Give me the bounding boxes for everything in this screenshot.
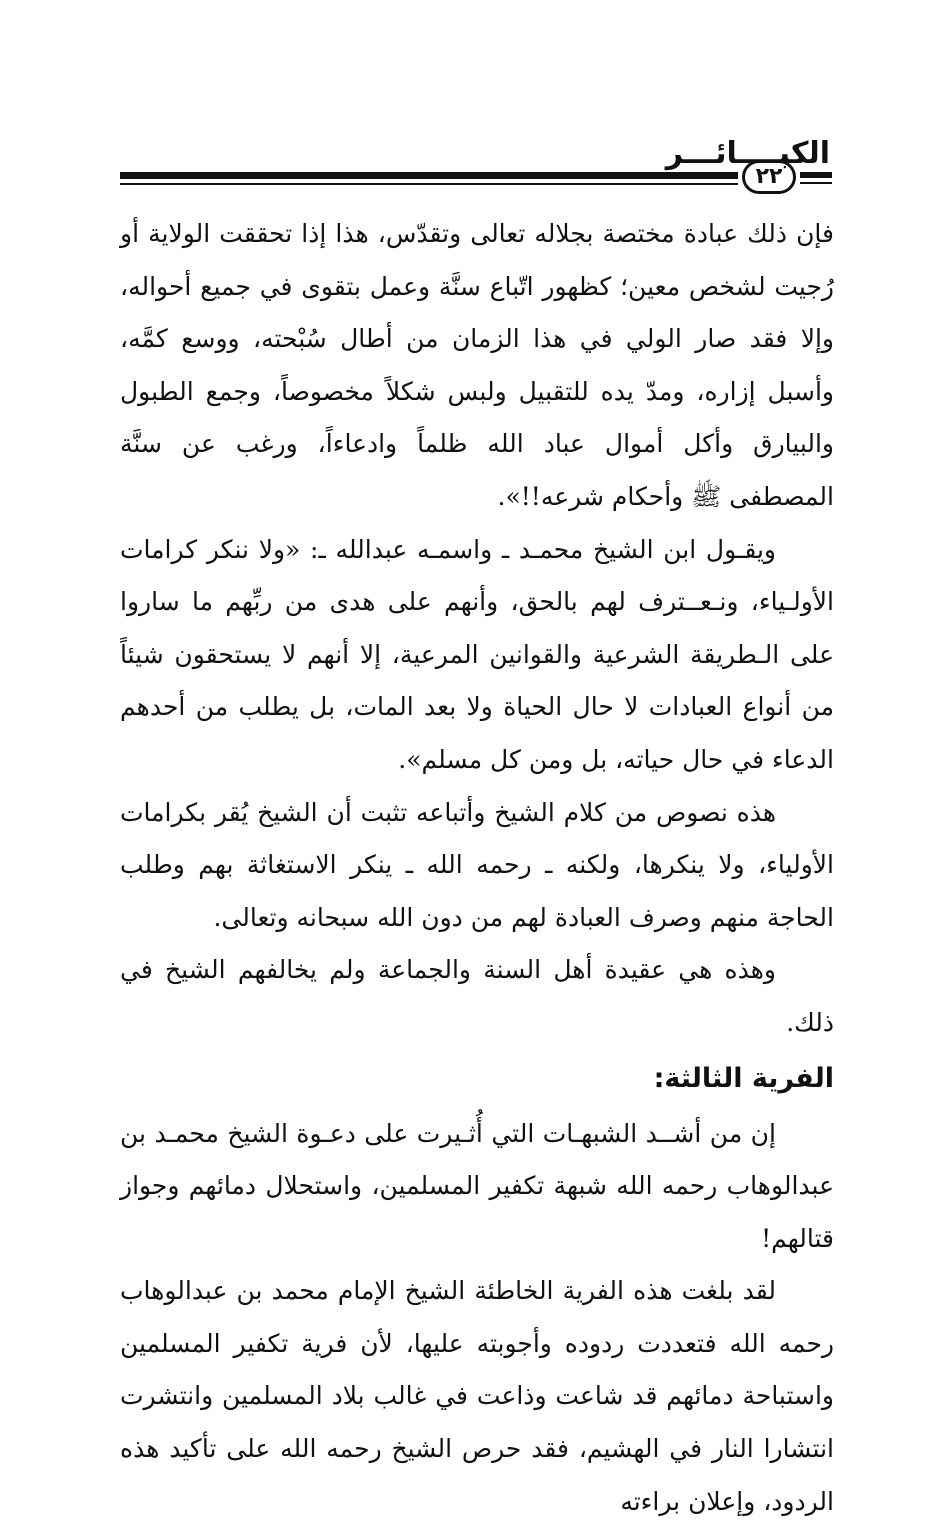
- paragraph-2: ويقـول ابن الشيخ محمـد ـ واسمـه عبدالله ـ: «ولا ننكر كرامات الأولـياء، ونـعــترف لهم بالحق، وأنهم على هدى من ربِّهم ما ساروا على الـطريقة الشرعية والقوانين المرعية، إلا أنهم لا يستحقون شيئاً من أنواع العبادات لا حال الحياة ولا بعد المات، بل يطلب من أحدهم الدعاء في حال حياته، بل ومن كل مسلم».: [120, 534, 834, 774]
- paragraph-3: هذه نصوص من كلام الشيخ وأتباعه تثبت أن الشيخ يُقر بكرامات الأولياء، ولا ينكرها، ولكنه ـ رحمه الله ـ ينكر الاستغاثة بهم وطلب الحاجة منهم وصرف العبادة لهم من دون الله سبحانه وتعالى.: [120, 797, 834, 932]
- paragraph-5: إن من أشــد الشبهـات التي أُثـيرت على دعـوة الشيخ محمـد بن عبدالوهاب رحمه الله شبهة تكفير المسلمين، واستحلال دمائهم وجواز قتالهم!: [120, 1118, 834, 1253]
- paragraph-4: وهذه هي عقيدة أهل السنة والجماعة ولم يخالفهم الشيخ في ذلك.: [120, 955, 834, 1037]
- section-heading: الفرية الثالثة:: [653, 1062, 834, 1094]
- header-dash-thin: [800, 182, 832, 184]
- header-dash-thick: [800, 172, 832, 178]
- paragraph-6: لقد بلغت هذه الفرية الخاطئة الشيخ الإمام محمد بن عبدالوهاب رحمه الله فتعددت ردوده وأجوبته عليها، لأن فرية تكفير المسلمين واستباحة دمائهم قد شاعت وذاعت في غالب بلاد المسلمين وانتشرت انتشارا النار في الهشيم، فقد حرص الشيخ رحمه الله على تأكيد هذه الردود، وإعلان براءته: [120, 1276, 834, 1516]
- header-rule-thin: [120, 183, 738, 185]
- page-body: [120, 208, 834, 1528]
- page-number: ٢٢: [742, 160, 796, 194]
- running-title: الكبــــائـــر: [665, 136, 830, 171]
- paragraph-1: فإن ذلك عبادة مختصة بجلاله تعالى وتقدّس، هذا إذا تحققت الولاية أو رُجيت لشخص معين؛ كظهور اتّباع سنَّة وعمل بتقوى في جميع أحواله، وإلا فقد صار الولي في هذا الزمان من أطال سُبْحته، ووسع كمَّه، وأسبل إزاره، ومدّ يده للتقبيل ولبس شكلاً مخصوصاً، وجمع الطبول والبيارق وأكل أموال عباد الله ظلماً وادعاءاً، ورغب عن سنَّة المصطفى ﷺ وأحكام شرعه!!».: [120, 219, 834, 511]
- page-header: [0, 0, 952, 200]
- header-rule-thick: [120, 172, 738, 179]
